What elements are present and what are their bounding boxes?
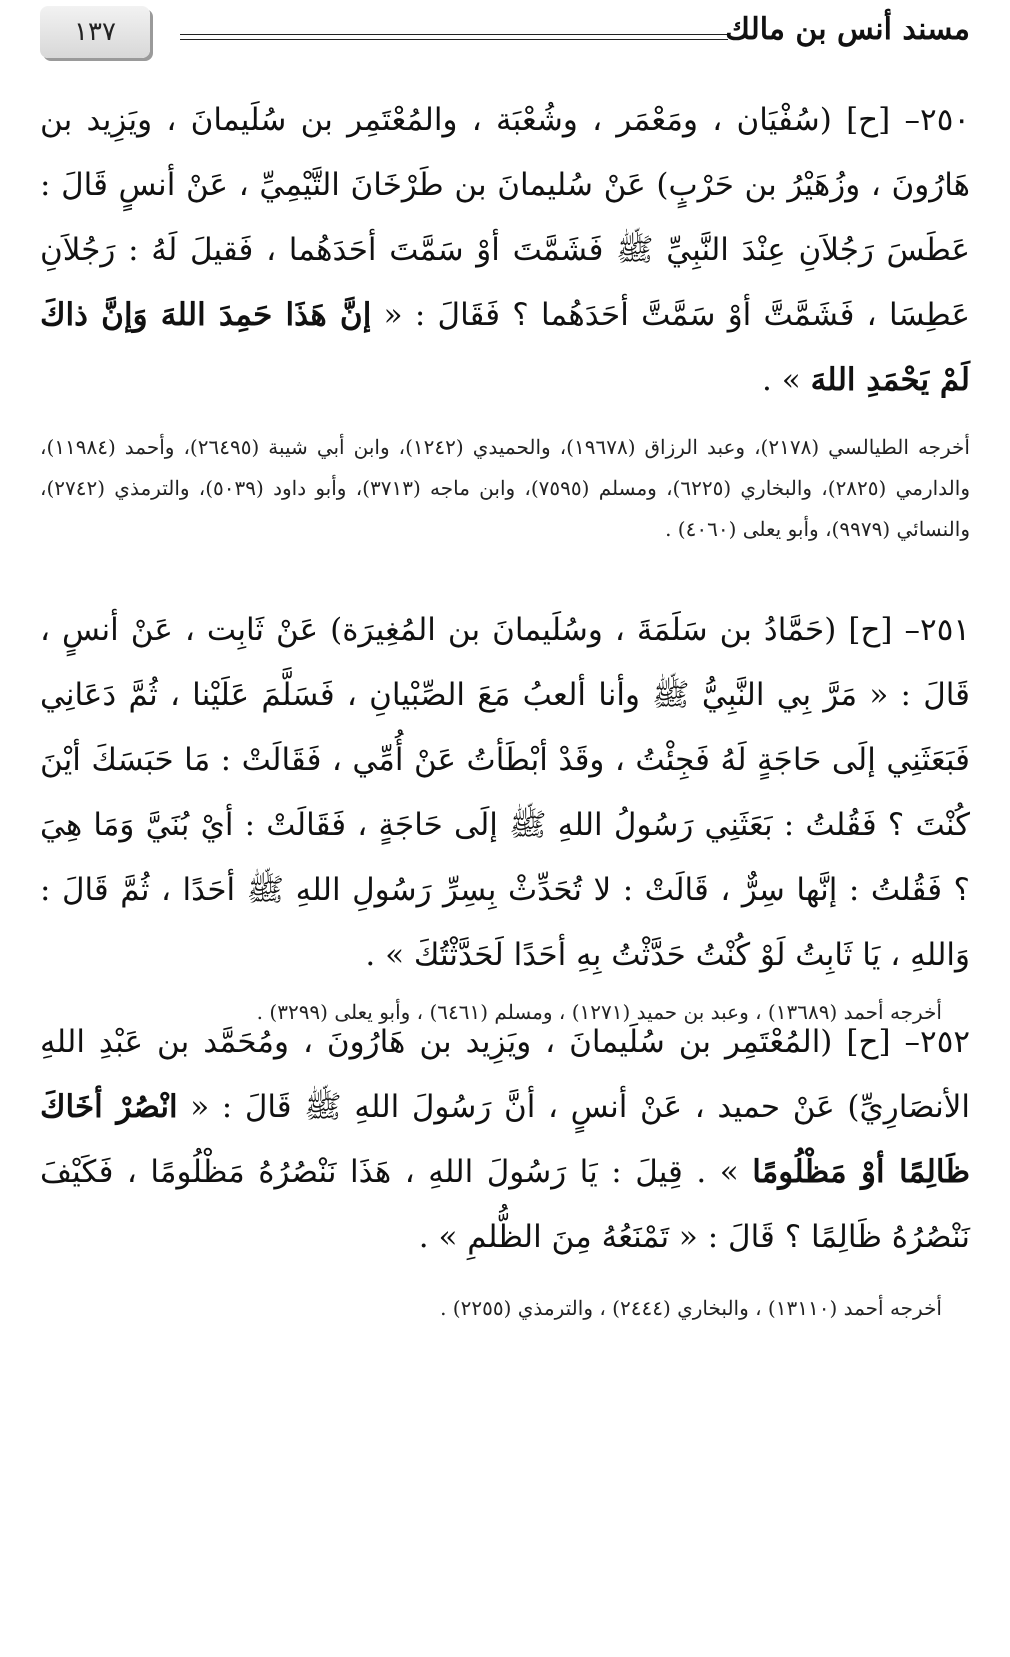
hadith-narration: – [ح] (سُفْيَان ، ومَعْمَر ، وشُعْبَة ، والمُعْتَمِر بن سُلَيمانَ ، ويَزِيد بن هَارُونَ ، وزُهَيْرُ بن حَرْبٍ) عَنْ سُليمانَ بن طَرْخَانَ التَّيْمِيِّ ، عَنْ أنسٍ قَالَ : عَطَسَ رَجُلاَنِ عِنْدَ النَّبِيِّ ﷺ فَشَمَّتَ أوْ سَمَّتَ أحَدَهُما ، فَقيلَ لَهُ : رَجُلاَنِ عَطِسَا ، فَشَمَّتَّ أوْ سَمَّتَّ أحَدَهُما ؟ فَقَالَ : « [40,102,970,333]
prophet-saying: انْصُرْ أخَاكَ ظَالِمًا أوْ مَظْلُومًا [40,1089,970,1190]
hadith-block [40,88,970,550]
hadith-text [40,598,970,988]
hadith-narration: – [ح] (حَمَّادُ بن سَلَمَةَ ، وسُلَيمانَ بن المُغِيرَة) عَنْ ثَابِت ، عَنْ أنسٍ ، قَالَ : « مَرَّ بِي النَّبِيُّ ﷺ وأنا ألعبُ مَعَ الصِّبْيانِ ، فَسَلَّمَ عَلَيْنا ، ثُمَّ دَعَانِي فَبَعَثَنِي إلَى حَاجَةٍ لَهُ فَجِئْتُ ، وقَدْ أبْطَأتُ عَنْ أُمِّي ، فَقَالَتْ : مَا حَبَسَكَ أيْنَ كُنْتَ ؟ فَقُلتُ : بَعَثَنِي رَسُولُ اللهِ ﷺ إلَى حَاجَةٍ ، فَقَالَتْ : أيْ بُنَيَّ وَمَا هِيَ ؟ فَقُلتُ : إنَّها سِرٌّ ، قَالَتْ : لا تُحَدِّثْ بِسِرِّ رَسُولِ اللهِ ﷺ أحَدًا ، ثُمَّ قَالَ : وَاللهِ ، يَا ثَابِتُ لَوْ كُنْتُ حَدَّثْتُ بِهِ أحَدًا لَحَدَّثْتُكَ » . [40,612,970,973]
takhrij-note: أخرجه أحمد (١٣٦٨٩) ، وعبد بن حميد (١٢٧١) ، ومسلم (٦٤٦١) ، وأبو يعلى (٣٢٩٩) . [256,1000,942,1024]
page-number: ١٣٧ [40,6,150,58]
page-header [0,0,1010,74]
hadith-number: ٢٥١ [920,612,970,648]
hadith-number: ٢٥٢ [920,1024,970,1060]
takhrij-note: أخرجه أحمد (١٣١١٠) ، والبخاري (٢٤٤٤) ، والترمذي (٢٢٥٥) . [440,1296,942,1320]
hadith-text [40,88,970,413]
hadith-closing: » . قِيلَ : يَا رَسُولَ اللهِ ، هَذَا نَنْصُرُهُ مَظْلُومًا ، فَكَيْفَ نَنْصُرُهُ ظَالِمًا ؟ قَالَ : « تَمْنَعُهُ مِنَ الظُّلمِ » . [40,1154,970,1255]
hadith-block [40,598,970,1033]
header-rule [180,34,728,40]
hadith-closing: » . [762,362,801,398]
hadith-block [40,1010,970,1329]
hadith-number: ٢٥٠ [920,102,970,138]
hadith-text [40,1010,970,1270]
takhrij-note: أخرجه الطيالسي (٢١٧٨)، وعبد الرزاق (١٩٦٧٨)، والحميدي (١٢٤٢)، وابن أبي شيبة (٢٦٤٩٥)، وأحمد (١١٩٨٤)، والدارمي (٢٨٢٥)، والبخاري (٦٢٢٥)، ومسلم (٧٥٩٥)، وابن ماجه (٣٧١٣)، وأبو داود (٥٠٣٩)، والترمذي (٢٧٤٢)، والنسائي (٩٩٧٩)، وأبو يعلى (٤٠٦٠) . [40,435,970,541]
prophet-saying: إنَّ هَذَا حَمِدَ اللهَ وَإنَّ ذاكَ لَمْ يَحْمَدِ اللهَ [40,297,970,398]
running-title: مسند أنس بن مالك [725,12,970,47]
hadith-narration: – [ح] (المُعْتَمِر بن سُلَيمانَ ، ويَزِيد بن هَارُونَ ، ومُحَمَّد بن عَبْدِ اللهِ الأنصَارِيِّ) عَنْ حميد ، عَنْ أنسٍ ، أنَّ رَسُولَ اللهِ ﷺ قَالَ : « [40,1024,970,1125]
